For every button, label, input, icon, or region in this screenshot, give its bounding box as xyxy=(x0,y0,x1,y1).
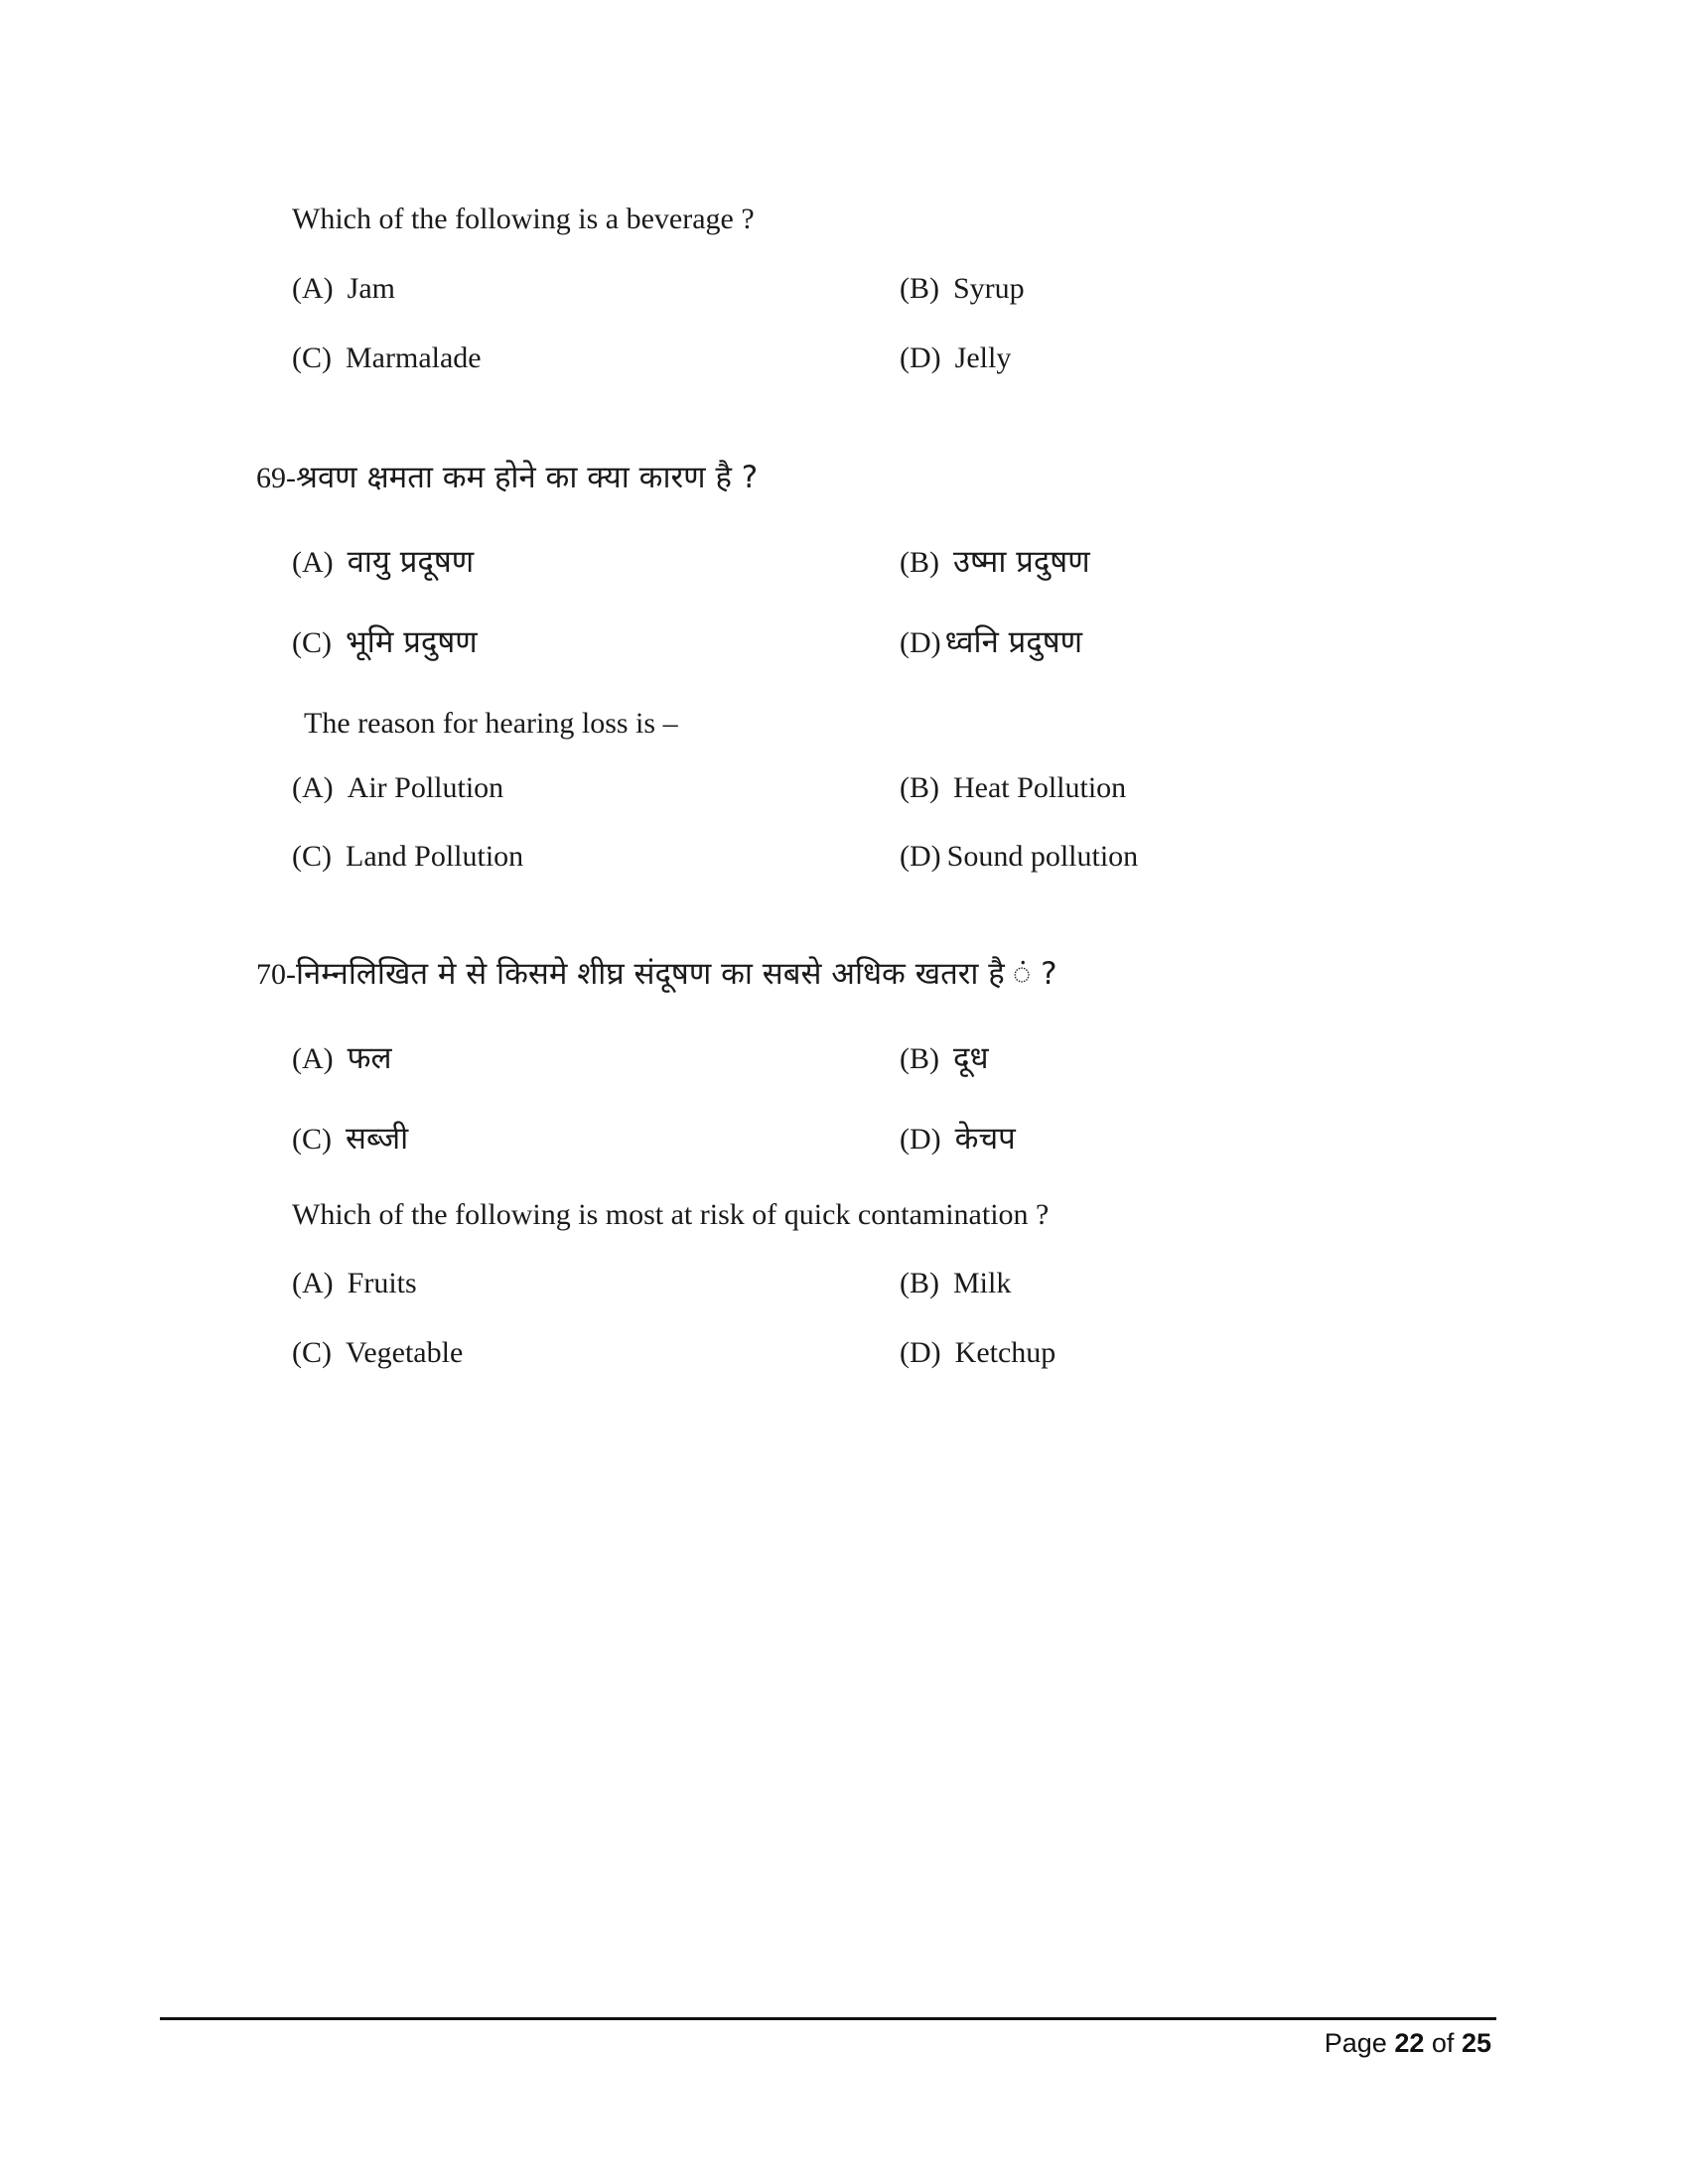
option-a xyxy=(292,269,395,309)
option-text: सब्जी xyxy=(346,1121,409,1157)
question-number: 69- xyxy=(256,462,296,494)
option-text: Jam xyxy=(347,272,395,305)
option-text: Milk xyxy=(953,1267,1012,1299)
question-text-hindi: निम्नलिखित मे से किसमे शीघ्र संदूषण का सबसे अधिक खतरा है ं ? xyxy=(296,956,1057,992)
footer-divider xyxy=(160,2017,1496,2020)
option-text: Heat Pollution xyxy=(953,771,1127,804)
question-number: 70- xyxy=(256,958,296,991)
question-70-hindi xyxy=(256,954,1057,995)
option-letter: (D) xyxy=(900,1123,941,1156)
option-b-hindi xyxy=(900,542,1090,583)
option-text: दूध xyxy=(953,1040,989,1076)
question-69-hindi xyxy=(256,458,758,498)
option-d-hindi xyxy=(900,622,1082,663)
option-letter: (C) xyxy=(292,1336,332,1369)
page-number xyxy=(1325,2025,1491,2061)
option-text: Air Pollution xyxy=(347,771,504,804)
option-text: उष्मा प्रदुषण xyxy=(953,544,1090,580)
option-letter: (B) xyxy=(900,546,939,579)
option-letter: (A) xyxy=(292,771,334,804)
page-current: 22 xyxy=(1394,2028,1425,2058)
option-text: फल xyxy=(347,1040,392,1076)
option-letter: (A) xyxy=(292,1267,334,1299)
option-text: केचप xyxy=(954,1121,1016,1157)
option-text: Ketchup xyxy=(954,1336,1056,1369)
option-letter: (C) xyxy=(292,840,332,873)
option-text: Land Pollution xyxy=(346,840,524,873)
page-of: of xyxy=(1431,2028,1455,2058)
option-a xyxy=(292,1264,417,1303)
option-c-hindi xyxy=(292,622,478,663)
option-letter: (D) xyxy=(900,626,941,659)
option-letter: (B) xyxy=(900,771,939,804)
page-total: 25 xyxy=(1461,2028,1491,2058)
option-text: Syrup xyxy=(953,272,1025,305)
option-b xyxy=(900,269,1025,309)
option-b xyxy=(900,768,1126,808)
option-text: Marmalade xyxy=(346,341,482,374)
option-letter: (A) xyxy=(292,546,334,579)
option-d xyxy=(900,339,1011,378)
option-text: भूमि प्रदुषण xyxy=(346,624,478,660)
option-text: ध्वनि प्रदुषण xyxy=(944,624,1083,660)
question-text-hindi: श्रवण क्षमता कम होने का क्या कारण है ? xyxy=(296,460,759,495)
option-b xyxy=(900,1264,1011,1303)
option-a-hindi xyxy=(292,1038,392,1079)
option-letter: (D) xyxy=(900,840,941,873)
option-letter: (B) xyxy=(900,1042,939,1075)
question-text: The reason for hearing loss is – xyxy=(304,707,678,740)
option-d xyxy=(900,1333,1055,1373)
option-c xyxy=(292,1333,463,1373)
option-letter: (C) xyxy=(292,1123,332,1156)
question-text: Which of the following is a beverage ? xyxy=(292,203,755,235)
option-c xyxy=(292,339,482,378)
option-letter: (D) xyxy=(900,1336,941,1369)
option-d-hindi xyxy=(900,1119,1016,1160)
page-prefix: Page xyxy=(1324,2028,1387,2058)
option-b-hindi xyxy=(900,1038,989,1079)
question-text: Which of the following is most at risk of quick contamination ? xyxy=(292,1198,1050,1231)
option-text: Sound pollution xyxy=(946,840,1139,873)
option-text: Fruits xyxy=(347,1267,417,1299)
option-letter: (C) xyxy=(292,626,332,659)
option-c xyxy=(292,837,523,877)
option-letter: (B) xyxy=(900,272,939,305)
option-letter: (A) xyxy=(292,272,334,305)
option-letter: (A) xyxy=(292,1042,334,1075)
option-letter: (D) xyxy=(900,341,941,374)
option-d xyxy=(900,837,1138,877)
option-text: Jelly xyxy=(954,341,1012,374)
option-text: वायु प्रदूषण xyxy=(347,544,475,580)
option-a xyxy=(292,768,503,808)
option-text: Vegetable xyxy=(346,1336,464,1369)
option-letter: (C) xyxy=(292,341,332,374)
option-letter: (B) xyxy=(900,1267,939,1299)
option-c-hindi xyxy=(292,1119,408,1160)
option-a-hindi xyxy=(292,542,474,583)
